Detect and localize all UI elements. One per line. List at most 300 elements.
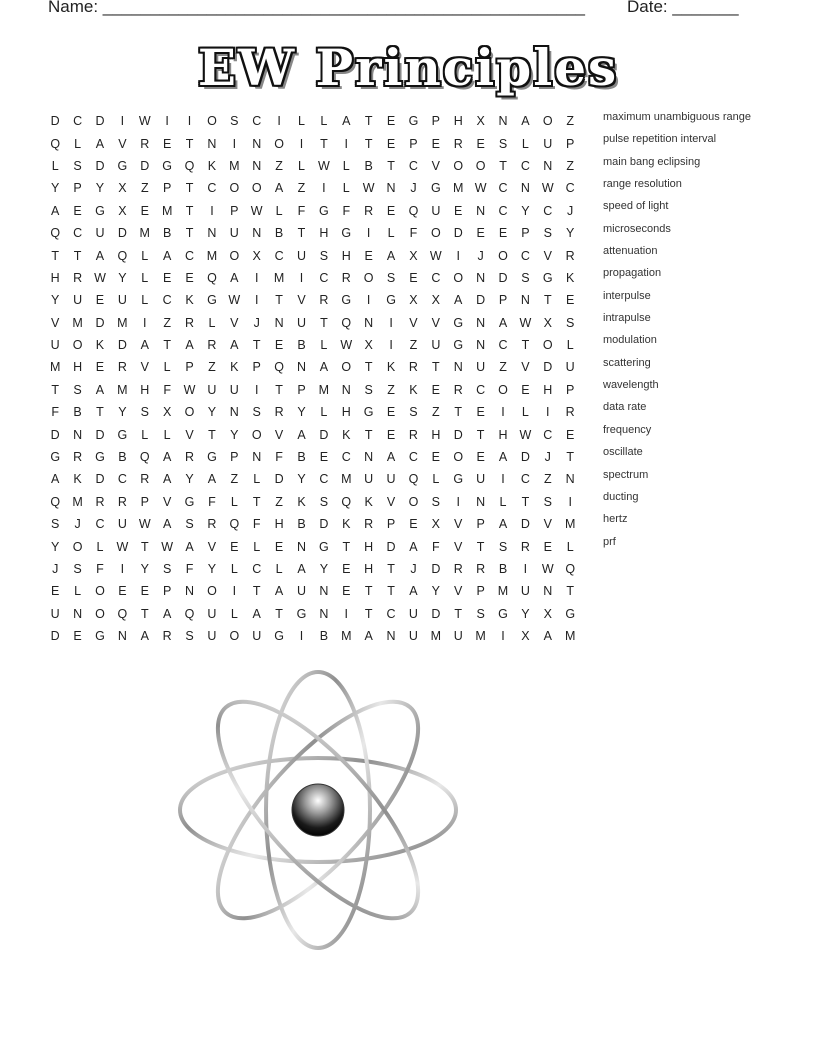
grid-letter: M <box>341 629 352 644</box>
grid-letter: M <box>564 629 576 644</box>
grid-letter: A <box>521 114 530 129</box>
word-list-item: maximum unambiguous range <box>603 111 751 123</box>
grid-letter: U <box>408 629 418 644</box>
grid-letter: H <box>140 382 150 397</box>
grid-letter: U <box>50 606 60 621</box>
grid-letter: I <box>299 270 304 285</box>
grid-letter: G <box>565 606 576 621</box>
grid-letter: R <box>565 248 575 263</box>
grid-letter: M <box>475 629 486 644</box>
grid-letter: Q <box>139 450 150 465</box>
grid-letter: A <box>274 584 284 599</box>
grid-letter: V <box>431 315 440 330</box>
grid-letter: T <box>387 584 395 599</box>
grid-letter: N <box>364 450 374 465</box>
grid-letter: T <box>566 450 574 465</box>
grid-letter: B <box>274 226 284 241</box>
grid-letter: C <box>252 562 262 576</box>
grid-letter: E <box>342 584 351 599</box>
grid-letter: L <box>208 315 216 330</box>
grid-letter: Q <box>341 494 352 509</box>
grid-letter: E <box>73 203 82 218</box>
grid-letter: D <box>50 427 60 442</box>
grid-letter: Z <box>275 494 283 509</box>
grid-letter: D <box>431 606 441 621</box>
word-list-item: ducting <box>603 490 639 503</box>
grid-letter: Y <box>566 226 575 241</box>
grid-letter: S <box>566 315 575 330</box>
grid-letter: I <box>254 293 259 308</box>
grid-letter: A <box>498 517 508 532</box>
grid-letter: W <box>474 181 487 196</box>
grid-letter: L <box>499 494 507 509</box>
grid-letter: Z <box>163 315 171 330</box>
grid-letter: P <box>230 203 239 218</box>
grid-letter: A <box>364 629 373 644</box>
grid-letter: A <box>51 472 60 487</box>
grid-letter: J <box>253 315 260 330</box>
grid-letter: P <box>252 360 261 375</box>
grid-letter: A <box>185 539 194 554</box>
grid-letter: E <box>386 427 396 442</box>
grid-letter: A <box>162 472 172 487</box>
grid-letter: G <box>207 450 217 465</box>
grid-letter: U <box>207 606 217 621</box>
grid-letter: E <box>140 584 149 599</box>
grid-letter: N <box>453 360 463 375</box>
grid-letter: L <box>74 584 82 599</box>
grid-letter: Q <box>229 517 240 532</box>
grid-letter: L <box>566 338 574 353</box>
grid-letter: G <box>95 629 105 644</box>
grid-letter: O <box>229 248 240 263</box>
grid-letter: S <box>73 158 82 173</box>
grid-letter: T <box>432 360 440 375</box>
grid-letter: R <box>185 315 195 330</box>
grid-letter: I <box>389 338 393 353</box>
grid-letter: M <box>72 494 83 509</box>
grid-letter: K <box>342 517 351 532</box>
grid-letter: D <box>386 539 396 554</box>
grid-letter: C <box>319 270 329 285</box>
grid-letter: N <box>252 226 262 241</box>
grid-letter: J <box>410 181 417 196</box>
grid-letter: G <box>117 158 128 173</box>
grid-letter: R <box>364 517 374 532</box>
word-list-item: oscillate <box>603 446 643 459</box>
grid-letter: L <box>320 405 328 420</box>
grid-letter: H <box>453 114 463 129</box>
grid-letter: U <box>50 338 60 353</box>
grid-letter: R <box>140 472 150 487</box>
grid-letter: R <box>207 517 217 532</box>
grid-letter: T <box>252 584 261 599</box>
word-list-item: attenuation <box>603 245 658 258</box>
grid-letter: I <box>277 114 281 129</box>
grid-letter: F <box>252 517 261 532</box>
grid-letter: O <box>341 360 352 375</box>
grid-letter: I <box>456 494 460 509</box>
grid-letter: N <box>252 450 262 465</box>
grid-letter: E <box>476 450 485 465</box>
grid-letter: Y <box>118 270 127 285</box>
grid-letter: C <box>319 472 329 487</box>
grid-letter: W <box>138 114 151 129</box>
grid-letter: E <box>386 114 396 129</box>
grid-letter: L <box>253 539 261 554</box>
grid-letter: I <box>344 606 349 621</box>
grid-letter: T <box>566 584 574 599</box>
grid-letter: E <box>319 450 329 465</box>
grid-letter: N <box>386 629 396 644</box>
grid-letter: W <box>429 248 442 263</box>
word-list <box>603 110 808 557</box>
grid-letter: U <box>296 248 306 263</box>
word-list-item: speed of light <box>603 200 669 213</box>
grid-letter: H <box>431 427 441 442</box>
grid-letter: K <box>364 494 373 509</box>
grid-letter: M <box>117 315 128 330</box>
grid-letter: O <box>72 539 83 554</box>
grid-letter: I <box>254 270 259 285</box>
word-list-item: hertz <box>603 513 628 526</box>
grid-letter: T <box>73 248 82 263</box>
grid-letter: G <box>430 181 441 196</box>
grid-letter: N <box>476 338 486 353</box>
grid-letter: Q <box>50 494 61 509</box>
grid-letter: Z <box>230 472 239 487</box>
grid-letter: L <box>521 136 529 151</box>
grid-letter: A <box>162 248 172 263</box>
grid-letter: N <box>319 584 329 599</box>
grid-letter: G <box>453 472 464 487</box>
grid-letter: L <box>74 136 82 151</box>
grid-letter: P <box>431 114 440 129</box>
grid-letter: G <box>453 338 464 353</box>
grid-letter: T <box>364 114 373 129</box>
grid-letter: K <box>95 338 105 353</box>
grid-letter: G <box>386 293 396 308</box>
grid-letter: O <box>95 584 105 599</box>
grid-letter: N <box>252 158 262 173</box>
grid-letter: C <box>431 270 441 285</box>
grid-letter: L <box>432 472 440 487</box>
grid-letter: V <box>140 360 149 375</box>
grid-letter: S <box>498 136 508 151</box>
grid-letter: P <box>521 226 530 241</box>
grid-letter: A <box>454 293 463 308</box>
grid-letter: R <box>117 494 127 509</box>
grid-letter: G <box>162 158 173 173</box>
grid-letter: P <box>297 382 306 397</box>
grid-letter: E <box>409 270 418 285</box>
grid-letter: E <box>162 270 172 285</box>
grid-letter: R <box>140 136 150 151</box>
grid-letter: C <box>520 158 530 173</box>
grid-letter: T <box>364 606 373 621</box>
grid-letter: A <box>342 114 351 129</box>
grid-letter: N <box>73 606 83 621</box>
word-list-item: prf <box>603 535 616 548</box>
grid-letter: N <box>207 226 217 241</box>
grid-letter: D <box>274 472 284 487</box>
grid-letter: C <box>520 248 530 263</box>
grid-letter: O <box>251 427 262 442</box>
grid-letter: U <box>207 629 217 644</box>
grid-letter: F <box>275 450 283 465</box>
grid-letter: K <box>185 293 194 308</box>
page-title: EW Principles <box>197 38 619 97</box>
grid-letter: K <box>230 360 239 375</box>
grid-letter: E <box>274 338 284 353</box>
grid-letter: R <box>185 450 195 465</box>
grid-letter: L <box>320 338 328 353</box>
grid-letter: J <box>74 517 81 532</box>
grid-letter: D <box>476 293 486 308</box>
grid-letter: I <box>299 136 304 151</box>
grid-letter: D <box>95 114 105 129</box>
grid-letter: C <box>498 338 508 353</box>
grid-letter: O <box>229 629 240 644</box>
grid-letter: Y <box>95 181 105 196</box>
grid-letter: Y <box>319 562 329 576</box>
word-list-item: interpulse <box>603 289 651 302</box>
grid-letter: I <box>366 226 371 241</box>
grid-letter: Q <box>117 248 128 263</box>
grid-letter: G <box>498 606 508 621</box>
grid-letter: L <box>141 293 149 308</box>
grid-letter: O <box>207 584 217 599</box>
grid-letter: O <box>363 270 374 285</box>
grid-letter: Y <box>297 405 306 420</box>
grid-letter: F <box>96 562 104 576</box>
grid-letter: J <box>410 562 417 576</box>
grid-letter: E <box>118 584 127 599</box>
word-list-item: spectrum <box>603 468 649 481</box>
grid-letter: V <box>454 539 463 554</box>
grid-letter: P <box>566 382 575 397</box>
grid-letter: E <box>498 226 508 241</box>
grid-letter: Y <box>521 203 530 218</box>
grid-letter: D <box>95 315 105 330</box>
grid-letter: C <box>95 517 105 532</box>
grid-letter: D <box>453 226 463 241</box>
word-list-item: wavelength <box>603 379 659 392</box>
grid-letter: D <box>50 629 60 644</box>
grid-letter: N <box>185 584 195 599</box>
grid-letter: C <box>73 226 83 241</box>
grid-letter: R <box>476 562 486 576</box>
grid-letter: V <box>118 136 127 151</box>
grid-letter: T <box>252 338 261 353</box>
grid-letter: T <box>51 248 60 263</box>
grid-letter: U <box>565 360 575 375</box>
grid-letter: T <box>476 427 485 442</box>
grid-letter: D <box>95 158 105 173</box>
grid-letter: L <box>387 226 395 241</box>
grid-letter: M <box>273 270 285 285</box>
grid-letter: D <box>498 270 508 285</box>
word-list-item: pulse repetition interval <box>603 133 717 146</box>
grid-letter: U <box>252 629 262 644</box>
word-list-item: data rate <box>603 401 647 414</box>
grid-letter: N <box>498 114 508 129</box>
grid-letter: A <box>95 248 105 263</box>
grid-letter: V <box>274 427 284 442</box>
grid-letter: B <box>364 158 373 173</box>
date-field-label: Date: _______ <box>627 0 739 16</box>
grid-letter: W <box>541 181 554 196</box>
grid-letter: D <box>117 338 127 353</box>
grid-letter: R <box>117 360 127 375</box>
grid-letter: Z <box>432 405 440 420</box>
grid-letter: M <box>453 181 464 196</box>
grid-letter: T <box>275 606 283 621</box>
grid-letter: E <box>230 539 239 554</box>
grid-letter: H <box>498 427 508 442</box>
grid-letter: T <box>185 203 194 218</box>
grid-letter: T <box>297 226 306 241</box>
grid-letter: Q <box>50 136 61 151</box>
grid-letter: I <box>120 114 125 129</box>
grid-letter: B <box>118 450 127 465</box>
grid-letter: Z <box>140 181 149 196</box>
grid-letter: G <box>296 606 307 621</box>
grid-letter: K <box>409 382 418 397</box>
grid-letter: N <box>520 181 530 196</box>
grid-letter: V <box>51 315 60 330</box>
grid-letter: E <box>386 405 396 420</box>
grid-letter: U <box>386 472 396 487</box>
grid-letter: M <box>161 203 173 218</box>
grid-letter: U <box>117 517 127 532</box>
grid-letter: T <box>185 136 194 151</box>
grid-letter: N <box>543 158 553 173</box>
grid-letter: W <box>138 517 151 532</box>
grid-letter: J <box>567 203 574 218</box>
grid-letter: Y <box>431 584 440 599</box>
grid-letter: S <box>431 494 440 509</box>
grid-letter: T <box>140 606 149 621</box>
grid-letter: T <box>543 293 552 308</box>
word-list-item: modulation <box>603 334 657 347</box>
grid-letter: A <box>207 472 217 487</box>
grid-letter: U <box>476 472 486 487</box>
grid-letter: F <box>432 539 440 554</box>
grid-letter: H <box>364 539 374 554</box>
grid-letter: T <box>364 136 373 151</box>
grid-letter: L <box>253 472 261 487</box>
grid-letter: K <box>297 494 306 509</box>
grid-letter: P <box>230 450 239 465</box>
grid-letter: L <box>566 539 574 554</box>
grid-letter: T <box>364 584 373 599</box>
grid-letter: I <box>187 114 192 129</box>
grid-letter: N <box>274 315 284 330</box>
grid-letter: O <box>274 136 284 151</box>
grid-letter: O <box>498 382 508 397</box>
grid-letter: C <box>117 472 127 487</box>
grid-letter: Y <box>207 405 217 420</box>
grid-letter: D <box>117 226 127 241</box>
grid-letter: Y <box>51 293 60 308</box>
grid-letter: T <box>320 136 328 151</box>
grid-letter: E <box>342 562 351 576</box>
grid-letter: C <box>565 181 575 196</box>
grid-letter: V <box>207 539 217 554</box>
grid-letter: C <box>162 293 172 308</box>
grid-letter: U <box>296 315 306 330</box>
grid-letter: S <box>73 562 82 576</box>
grid-letter: R <box>520 539 530 554</box>
grid-letter: O <box>72 338 83 353</box>
grid-letter: A <box>51 203 60 218</box>
word-list-item: main bang eclipsing <box>603 155 701 168</box>
grid-letter: E <box>140 203 149 218</box>
grid-letter: T <box>208 427 216 442</box>
grid-letter: L <box>230 606 238 621</box>
grid-letter: X <box>521 629 530 644</box>
grid-letter: Q <box>341 315 352 330</box>
grid-letter: U <box>431 203 441 218</box>
grid-letter: A <box>140 338 149 353</box>
grid-letter: O <box>453 158 464 173</box>
grid-letter: G <box>319 539 329 554</box>
grid-letter: O <box>229 181 240 196</box>
grid-letter: O <box>408 494 419 509</box>
grid-letter: A <box>274 181 284 196</box>
grid-letter: W <box>228 293 241 308</box>
grid-letter: D <box>50 114 60 129</box>
grid-letter: T <box>275 382 283 397</box>
grid-letter: A <box>386 248 396 263</box>
grid-letter: T <box>454 405 463 420</box>
grid-letter: C <box>207 181 217 196</box>
grid-letter: W <box>250 203 263 218</box>
grid-letter: Q <box>565 562 576 576</box>
grid-letter: M <box>229 158 240 173</box>
grid-letter: E <box>409 517 418 532</box>
word-list-item: frequency <box>603 423 652 436</box>
grid-letter: I <box>501 405 505 420</box>
grid-letter: S <box>185 517 194 532</box>
grid-letter: E <box>185 270 194 285</box>
grid-letter: U <box>207 382 217 397</box>
grid-letter: R <box>207 338 217 353</box>
grid-letter: E <box>386 136 396 151</box>
grid-letter: U <box>73 293 83 308</box>
grid-letter: G <box>95 450 105 465</box>
grid-letter: V <box>431 158 440 173</box>
grid-letter: T <box>521 338 530 353</box>
grid-letter: O <box>95 606 105 621</box>
grid-letter: S <box>543 494 552 509</box>
grid-letter: M <box>564 517 576 532</box>
grid-letter: L <box>141 248 149 263</box>
grid-letter: G <box>408 114 419 129</box>
grid-letter: C <box>543 203 553 218</box>
grid-letter: S <box>319 248 329 263</box>
grid-letter: T <box>454 606 463 621</box>
grid-letter: A <box>95 136 105 151</box>
grid-letter: E <box>364 248 373 263</box>
grid-letter: E <box>476 405 485 420</box>
grid-letter: U <box>520 584 530 599</box>
grid-letter: N <box>543 584 553 599</box>
grid-letter: T <box>185 226 194 241</box>
grid-letter: W <box>519 315 532 330</box>
grid-letter: W <box>541 562 554 576</box>
